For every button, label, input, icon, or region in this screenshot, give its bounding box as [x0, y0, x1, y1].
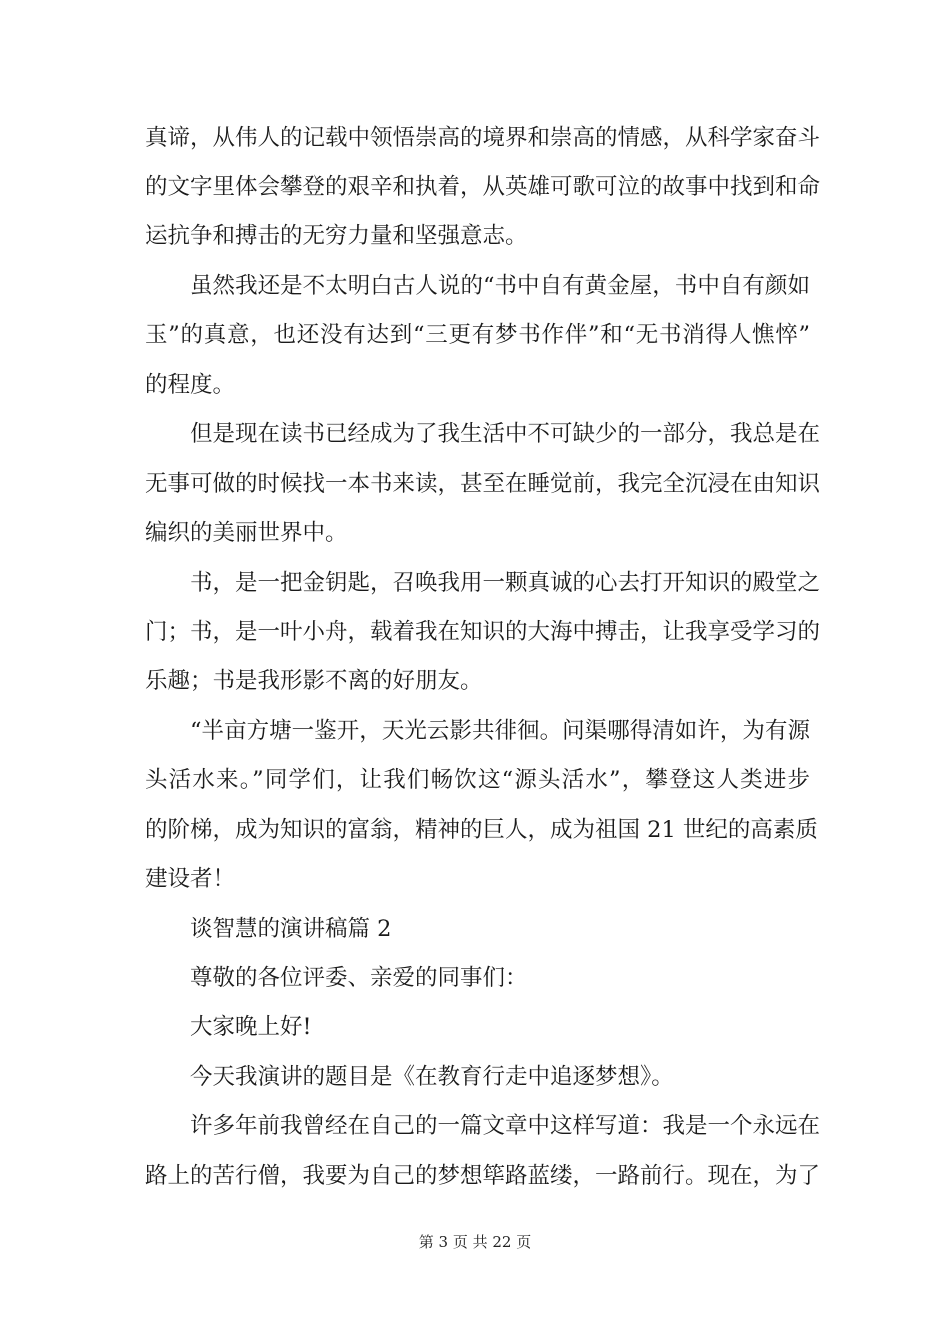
text-line: 虽然我还是不太明白古人说的“书中自有黄金屋，书中自有颜如	[190, 273, 810, 299]
text-line: 玉”的真意，也还没有达到“三更有梦书作伴”和“无书消得人憔悴”	[145, 322, 810, 348]
text-line: 大家晚上好!	[190, 1014, 312, 1040]
text-line: 真谛，从伟人的记载中领悟崇高的境界和崇高的情感，从科学家奋斗	[145, 125, 821, 151]
page-footer: 第 3 页 共 22 页	[418, 1233, 532, 1251]
text-line: 乐趣；书是我形影不离的好朋友。	[145, 668, 483, 694]
section-heading: 谈智慧的演讲稿篇 2	[190, 916, 392, 942]
text-line: 编织的美丽世界中。	[145, 520, 348, 546]
text-line: 的阶梯，成为知识的富翁，精神的巨人，成为祖国 21 世纪的高素质	[145, 817, 818, 843]
text-line: “半亩方塘一鉴开，天光云影共徘徊。问渠哪得清如许，为有源	[190, 718, 810, 744]
text-line: 运抗争和搏击的无穷力量和坚强意志。	[145, 223, 528, 249]
text-line: 今天我演讲的题目是《在教育行走中追逐梦想》。	[190, 1064, 674, 1090]
text-line: 尊敬的各位评委、亲爱的同事们：	[190, 965, 528, 991]
text-line: 但是现在读书已经成为了我生活中不可缺少的一部分，我总是在	[190, 421, 821, 447]
text-line: 头活水来。”同学们，让我们畅饮这“源头活水”，攀登这人类进步	[145, 767, 810, 793]
text-line: 建设者！	[145, 866, 236, 892]
text-line: 书，是一把金钥匙，召唤我用一颗真诚的心去打开知识的殿堂之	[190, 570, 821, 596]
text-line: 门；书，是一叶小舟，载着我在知识的大海中搏击，让我享受学习的	[145, 619, 821, 645]
text-line: 路上的苦行僧，我要为自己的梦想筚路蓝缕，一路前行。现在，为了	[145, 1163, 821, 1189]
text-line: 的文字里体会攀登的艰辛和执着，从英雄可歌可泣的故事中找到和命	[145, 174, 821, 200]
text-line: 无事可做的时候找一本书来读，甚至在睡觉前，我完全沉浸在由知识	[145, 471, 821, 497]
text-line: 许多年前我曾经在自己的一篇文章中这样写道：我是一个永远在	[190, 1113, 821, 1139]
text-line: 的程度。	[145, 372, 236, 398]
